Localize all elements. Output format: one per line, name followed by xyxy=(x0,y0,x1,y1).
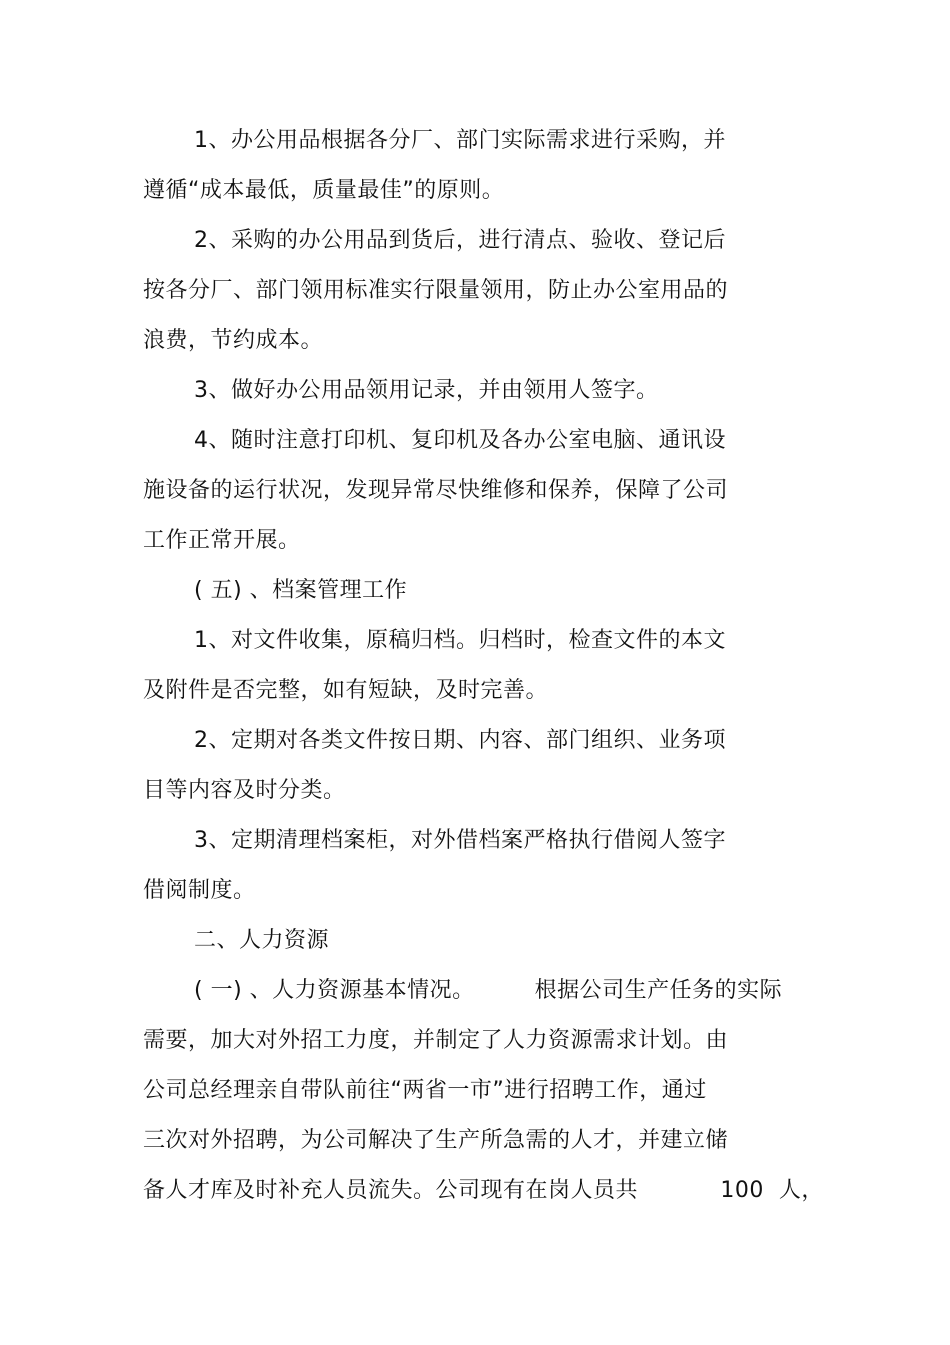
paragraph-line: 目等内容及时分类。 xyxy=(143,778,346,803)
paragraph-line: 2、定期对各类文件按日期、内容、部门组织、业务项 xyxy=(194,728,726,753)
paragraph-line: 按各分厂、部门领用标准实行限量领用，防止办公室用品的 xyxy=(143,278,729,303)
paragraph-line: 施设备的运行状况，发现异常尽快维修和保养，保障了公司 xyxy=(143,478,729,503)
paragraph-line: 工作正常开展。 xyxy=(143,528,301,553)
paragraph-line: 2、采购的办公用品到货后，进行清点、验收、登记后 xyxy=(194,228,726,253)
paragraph-line: 4、随时注意打印机、复印机及各办公室电脑、通讯设 xyxy=(194,428,726,453)
paragraph-line: 公司总经理亲自带队前往“两省一市”进行招聘工作，通过 xyxy=(143,1078,707,1103)
paragraph-line: 备人才库及时补充人员流失。公司现有在岗人员共 100 人， xyxy=(143,1178,824,1203)
paragraph-line: 需要，加大对外招工力度，并制定了人力资源需求计划。由 xyxy=(143,1028,729,1053)
paragraph-line: 遵循“成本最低，质量最佳”的原则。 xyxy=(143,178,505,203)
section-heading: 二、人力资源 xyxy=(194,928,330,953)
paragraph-line: 浪费，节约成本。 xyxy=(143,328,324,353)
paragraph-line: 及附件是否完整，如有短缺，及时完善。 xyxy=(143,678,549,703)
paragraph-line: ( 一) 、人力资源基本情况。 根据公司生产任务的实际 xyxy=(194,978,783,1003)
paragraph-line: 1、对文件收集，原稿归档。归档时，检查文件的本文 xyxy=(194,628,726,653)
section-heading: ( 五) 、档案管理工作 xyxy=(194,578,408,603)
paragraph-line: 1、办公用品根据各分厂、部门实际需求进行采购，并 xyxy=(194,128,726,153)
paragraph-line: 借阅制度。 xyxy=(143,878,256,903)
paragraph-line: 3、做好办公用品领用记录，并由领用人签字。 xyxy=(194,378,659,403)
paragraph-line: 3、定期清理档案柜，对外借档案严格执行借阅人签字 xyxy=(194,828,726,853)
paragraph-line: 三次对外招聘，为公司解决了生产所急需的人才，并建立储 xyxy=(143,1128,729,1153)
